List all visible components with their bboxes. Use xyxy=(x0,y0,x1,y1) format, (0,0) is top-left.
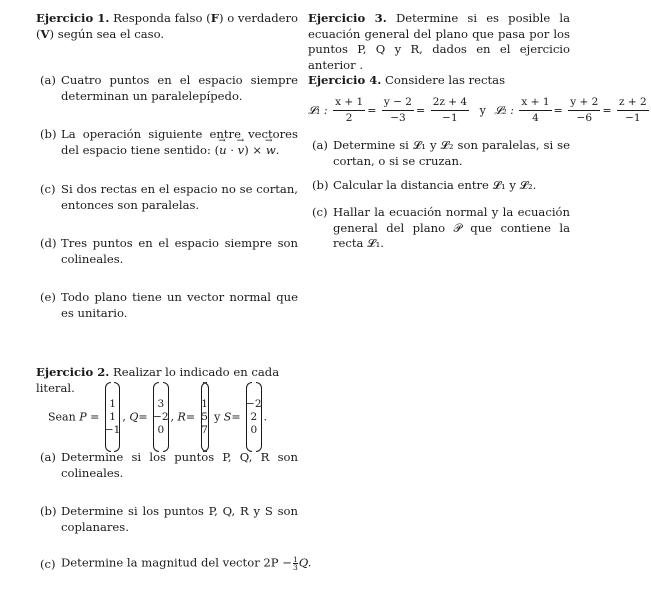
vector-S: −2 2 0 xyxy=(246,382,261,452)
ej1-item-e: (e) Todo plano tiene un vector normal que es unitario. xyxy=(40,290,298,320)
ej1-item-b: (b) La operación siguiente entre vectores del espacio tiene sentido: (→ u · → v) × → w. xyxy=(40,127,298,158)
ejercicio-2-title: Ejercicio 2. xyxy=(36,365,110,379)
ej2-item-a: (a) Determine si los puntos P, Q, R son colineales. xyxy=(40,450,298,480)
ej1-item-d: (d) Tres puntos en el espacio siempre son colineales. xyxy=(40,236,298,266)
vector-R: 1 5 7 xyxy=(201,382,209,452)
vector-Q: 3 −2 0 xyxy=(153,382,168,452)
ej4-item-c: (c) Hallar la ecuación normal y la ecuación general del plano 𝒫 que contiene la recta 𝓛₁. xyxy=(312,205,570,250)
ejercicio-4-statement: Ejercicio 4. Considere las rectas xyxy=(308,73,506,87)
ej2-item-c: (c) Determine la magnitud del vector 2P − $\frac{1}{3}$ Q. xyxy=(40,554,312,572)
ejercicio-1-title: Ejercicio 1. xyxy=(36,11,110,25)
ej1-item-c: (c) Si dos rectas en el espacio no se cortan, entonces son paralelas. xyxy=(40,182,298,212)
ejercicio-3-title: Ejercicio 3. xyxy=(308,11,387,25)
ej4-item-a: (a) Determine si 𝓛₁ y 𝓛₂ son paralelas, si se cortan, o si se cruzan. xyxy=(312,138,570,168)
ej2-vectors: Sean P = 1 1 −1 , Q= 3 −2 0 , R= 1 5 7 y S= −2 2 0 . xyxy=(48,382,308,452)
vector-P: 1 1 −1 xyxy=(105,382,120,452)
ej2-item-b: (b) Determine si los puntos P, Q, R y S son coplanares. xyxy=(40,504,298,534)
ej1-item-a: (a) Cuatro puntos en el espacio siempre determinan un paralelepípedo. xyxy=(40,73,298,103)
ejercicio-1-statement: Ejercicio 1. Responda falso (F) o verdadero (V) según sea el caso. xyxy=(36,11,299,41)
ej4-item-b: (b) Calcular la distancia entre 𝓛₁ y 𝓛₂. xyxy=(312,178,537,192)
ej4-lines-equations: 𝓛₁ : $\frac{x + 1}{2}$ = $\frac{y - 2}{-3}$ = $\frac{2z + 4}{-1}$ y 𝓛₂ : $\frac{x + 1}{4}$ = $\frac{y + 2}{-6}$ = $\frac{z + 2}{-1}$ xyxy=(308,96,647,124)
one-third-fraction: $\frac{1}{3}$ xyxy=(293,554,298,572)
ejercicio-2-statement: Ejercicio 2. Realizar lo indicado en cada literal. xyxy=(36,365,280,395)
ejercicio-3-statement: Ejercicio 3. Determine si es posible la ecuación general del plano que pasa por los puntos P, Q y R, dados en el ejercicio anterior . xyxy=(308,11,570,72)
ejercicio-4-title: Ejercicio 4. xyxy=(308,73,382,87)
